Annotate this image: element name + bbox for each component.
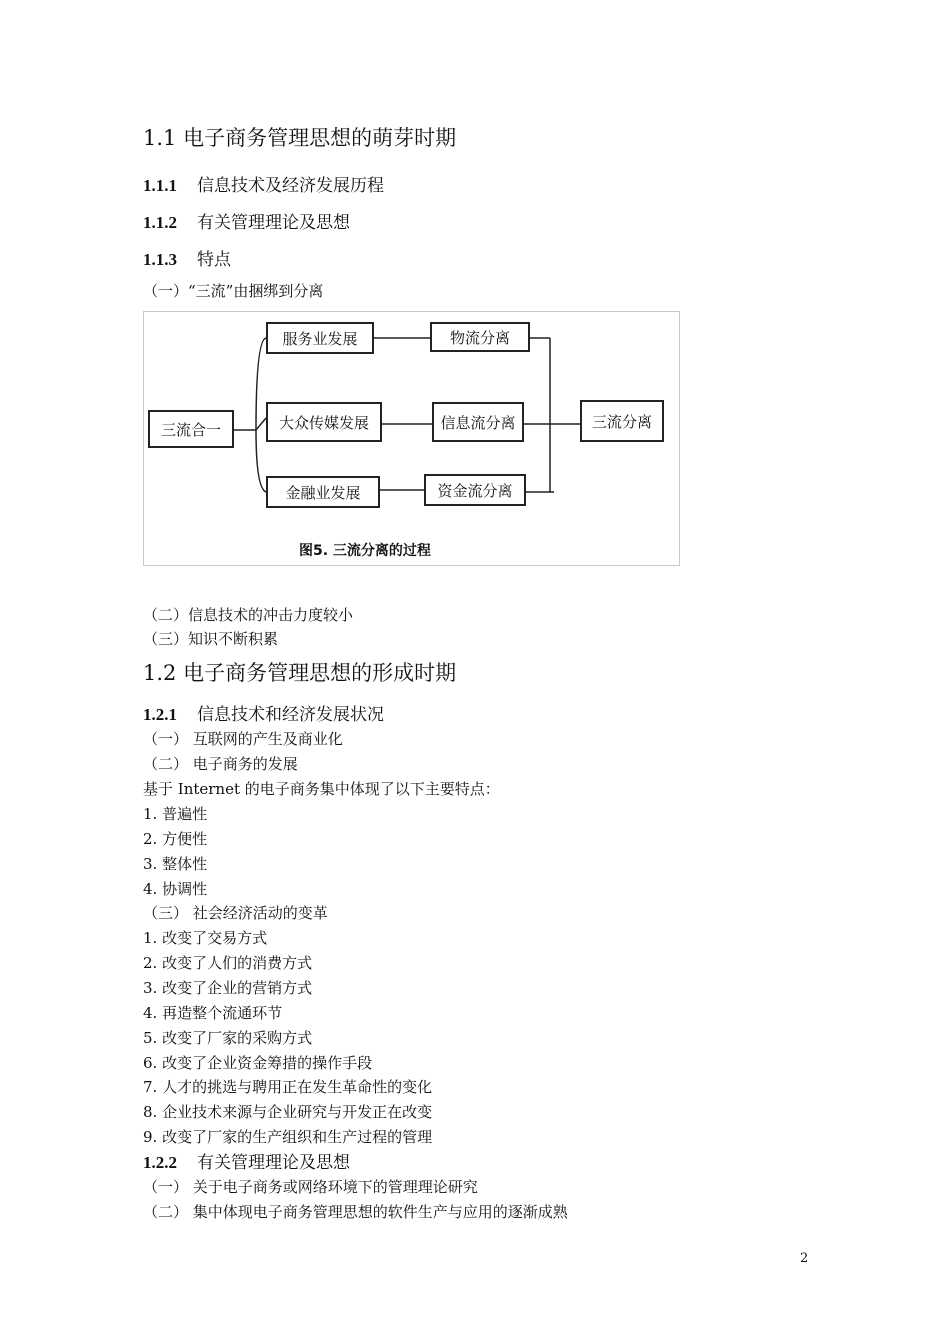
branch-curve-bottom [256, 430, 266, 492]
box-right-capital: 资金流分离 [424, 474, 526, 506]
list-item: 6. 改变了企业资金筹措的操作手段 [143, 1054, 373, 1072]
list-item: 8. 企业技术来源与企业研究与开发正在改变 [143, 1103, 433, 1121]
list-item: 1. 普遍性 [143, 805, 208, 823]
box-right-information: 信息流分离 [432, 402, 524, 442]
list-item: 7. 人才的挑选与聘用正在发生革命性的变化 [143, 1078, 433, 1096]
box-source: 三流合一 [148, 410, 234, 448]
heading-1-1-3 [143, 245, 231, 270]
heading-text: 有关管理理论及思想 [197, 213, 350, 233]
heading-1-1-1 [143, 171, 384, 196]
box-right-logistics: 物流分离 [430, 322, 530, 352]
page-number: 2 [800, 1251, 809, 1266]
list-item: （一） 互联网的产生及商业化 [143, 730, 343, 748]
paragraph-three-flows: （一）“三流”由捆绑到分离 [143, 282, 324, 300]
heading-number: 1.1.1 [143, 176, 177, 195]
list-item: 4. 协调性 [143, 880, 208, 898]
list-item: 2. 改变了人们的消费方式 [143, 954, 313, 972]
list-item: 1. 改变了交易方式 [143, 929, 268, 947]
heading-text: 信息技术及经济发展历程 [197, 176, 384, 196]
branch-line-middle [256, 418, 266, 430]
figure-caption: 图5. 三流分离的过程 [299, 543, 431, 559]
list-item: （二） 集中体现电子商务管理思想的软件生产与应用的逐渐成熟 [143, 1203, 568, 1221]
box-target: 三流分离 [580, 400, 664, 442]
list-item: 5. 改变了厂家的采购方式 [143, 1029, 313, 1047]
branch-curve-top [256, 338, 266, 430]
box-mid-service: 服务业发展 [266, 322, 374, 354]
list-item: （一） 关于电子商务或网络环境下的管理理论研究 [143, 1178, 478, 1196]
list-item: （二） 电子商务的发展 [143, 755, 298, 773]
section-1-2-title: 1.2 电子商务管理思想的形成时期 [143, 661, 457, 685]
section-1-1-title: 1.1 电子商务管理思想的萌芽时期 [143, 126, 457, 150]
heading-1-2-1 [143, 700, 384, 725]
heading-text: 特点 [197, 250, 231, 270]
list-item: 3. 改变了企业的营销方式 [143, 979, 313, 997]
list-item: 基于 Internet 的电子商务集中体现了以下主要特点： [143, 780, 500, 798]
list-item: 3. 整体性 [143, 855, 208, 873]
paragraph-knowledge: （三）知识不断积累 [143, 630, 279, 648]
list-item: 9. 改变了厂家的生产组织和生产过程的管理 [143, 1128, 433, 1146]
list-item: 4. 再造整个流通环节 [143, 1004, 283, 1022]
paragraph-impact: （二）信息技术的冲击力度较小 [143, 606, 354, 624]
list-item: 2. 方便性 [143, 830, 208, 848]
heading-1-2-2 [143, 1148, 350, 1173]
box-mid-finance: 金融业发展 [266, 476, 380, 508]
heading-number: 1.2.2 [143, 1153, 177, 1172]
heading-number: 1.1.2 [143, 213, 177, 232]
heading-text: 有关管理理论及思想 [197, 1153, 350, 1173]
figure-three-flows [143, 311, 680, 566]
heading-number: 1.2.1 [143, 705, 177, 724]
box-mid-media: 大众传媒发展 [266, 402, 382, 442]
list-item: （三） 社会经济活动的变革 [143, 904, 328, 922]
heading-1-1-2 [143, 208, 350, 233]
heading-text: 信息技术和经济发展状况 [197, 705, 384, 725]
heading-number: 1.1.3 [143, 250, 177, 269]
